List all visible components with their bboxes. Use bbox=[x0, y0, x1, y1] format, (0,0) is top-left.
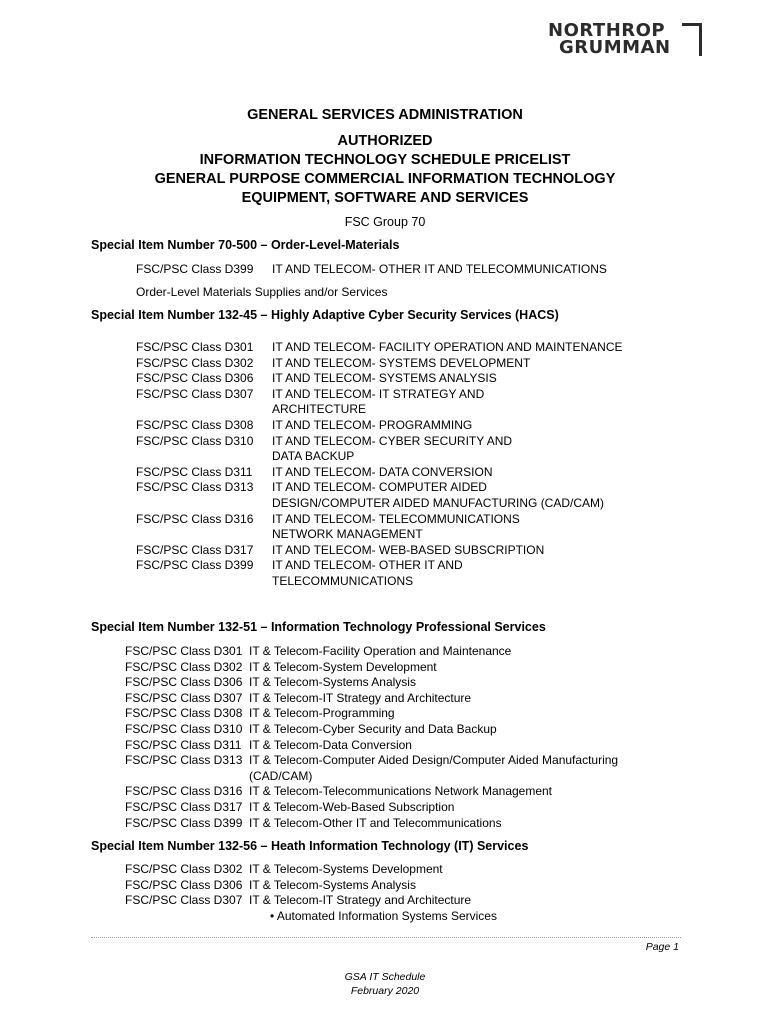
sin-132-45-code: FSC/PSC Class D317 bbox=[136, 542, 254, 557]
sin-70-500-code: FSC/PSC Class D399 bbox=[136, 262, 254, 276]
logo-text-line2: GRUMMAN bbox=[559, 37, 671, 58]
sin-132-45-code: FSC/PSC Class D306 bbox=[136, 371, 254, 386]
sin-132-45-code: FSC/PSC Class D310 bbox=[136, 433, 254, 448]
sin-132-51-code: FSC/PSC Class D316 bbox=[125, 784, 243, 799]
sin-132-51-code: FSC/PSC Class D306 bbox=[125, 675, 243, 690]
sin-132-56-code: FSC/PSC Class D307 bbox=[125, 893, 243, 908]
sin-132-45-desc: IT AND TELECOM- PROGRAMMING bbox=[272, 418, 473, 432]
sin-132-51-code: FSC/PSC Class D307 bbox=[125, 690, 243, 705]
fsc-group: FSC Group 70 bbox=[344, 215, 426, 229]
sin-132-51-code: FSC/PSC Class D317 bbox=[125, 800, 243, 814]
sin-132-51-code: FSC/PSC Class D302 bbox=[125, 659, 243, 674]
sin-132-51-desc: IT & Telecom-Cyber Security and Data Backup bbox=[249, 722, 497, 736]
sin-132-51-desc: (CAD/CAM) bbox=[249, 768, 313, 783]
northrop-grumman-logo bbox=[546, 20, 706, 58]
sin-132-45-desc: IT AND TELECOM- CYBER SECURITY AND bbox=[272, 433, 513, 448]
footer-divider bbox=[91, 937, 681, 938]
sin-132-45-code: FSC/PSC Class D307 bbox=[136, 386, 254, 401]
logo-bracket-side bbox=[699, 23, 702, 56]
page-number: Page 1 bbox=[645, 941, 679, 953]
sin-132-45-code: FSC/PSC Class D313 bbox=[136, 480, 254, 495]
sin-132-45-desc: ARCHITECTURE bbox=[272, 402, 367, 417]
sin-132-56-desc: IT & Telecom-Systems Development bbox=[249, 862, 443, 876]
sin-132-45-heading: Special Item Number 132-45 – Highly Adaptive Cyber Security Services (HACS) bbox=[91, 308, 559, 322]
sin-132-51-desc: IT & Telecom-Programming bbox=[249, 706, 395, 721]
sin-132-45-desc: IT AND TELECOM- IT STRATEGY AND bbox=[272, 386, 485, 401]
sin-132-45-code: FSC/PSC Class D302 bbox=[136, 355, 254, 370]
sin-132-51-desc: IT & Telecom-Computer Aided Design/Computer Aided Manufacturing bbox=[249, 753, 619, 768]
sin-132-51-desc: IT & Telecom-Data Conversion bbox=[249, 737, 412, 752]
sin-132-51-code: FSC/PSC Class D310 bbox=[125, 722, 243, 736]
sin-132-56-code: FSC/PSC Class D306 bbox=[125, 877, 243, 892]
title-authorized: AUTHORIZED bbox=[337, 133, 433, 149]
sin-132-45-desc: DATA BACKUP bbox=[272, 449, 355, 464]
sin-132-45-desc: TELECOMMUNICATIONS bbox=[272, 574, 414, 588]
sin-132-45-code: FSC/PSC Class D308 bbox=[136, 418, 254, 432]
sin-132-45-desc: IT AND TELECOM- SYSTEMS DEVELOPMENT bbox=[272, 355, 531, 370]
sin-132-56-desc: IT & Telecom-IT Strategy and Architecture bbox=[249, 893, 472, 908]
sin-132-51-desc: IT & Telecom-Systems Analysis bbox=[249, 675, 416, 690]
sin-70-500-heading: Special Item Number 70-500 – Order-Level-Materials bbox=[91, 238, 400, 252]
sin-132-45-desc: IT AND TELECOM- COMPUTER AIDED bbox=[272, 480, 487, 495]
sin-132-51-code: FSC/PSC Class D301 bbox=[125, 644, 243, 658]
sin-132-45-code: FSC/PSC Class D399 bbox=[136, 558, 254, 573]
footer-date: February 2020 bbox=[350, 985, 420, 997]
sin-132-51-desc: IT & Telecom-Other IT and Telecommunications bbox=[249, 815, 502, 830]
sin-70-500-note: Order-Level Materials Supplies and/or Services bbox=[136, 285, 388, 299]
sin-132-45-desc: NETWORK MANAGEMENT bbox=[272, 527, 423, 542]
sin-132-56-desc: IT & Telecom-Systems Analysis bbox=[249, 877, 416, 892]
sin-132-45-desc: IT AND TELECOM- SYSTEMS ANALYSIS bbox=[272, 371, 497, 386]
sin-70-500-desc: IT AND TELECOM- OTHER IT AND TELECOMMUNICATIONS bbox=[272, 262, 607, 276]
footer-schedule-name: GSA IT Schedule bbox=[344, 971, 426, 983]
title-pricelist: INFORMATION TECHNOLOGY SCHEDULE PRICELIST bbox=[199, 152, 571, 168]
sin-132-51-desc: IT & Telecom-IT Strategy and Architecture bbox=[249, 690, 472, 705]
sin-132-51-desc: IT & Telecom-Facility Operation and Maintenance bbox=[249, 644, 512, 658]
sin-132-45-desc: IT AND TELECOM- FACILITY OPERATION AND MAINTENANCE bbox=[272, 340, 623, 354]
sin-132-56-code: FSC/PSC Class D302 bbox=[125, 862, 243, 876]
sin-132-45-code: FSC/PSC Class D311 bbox=[136, 464, 253, 479]
sin-132-51-desc: IT & Telecom-System Development bbox=[249, 659, 437, 674]
sin-132-45-code: FSC/PSC Class D301 bbox=[136, 340, 254, 354]
sin-132-45-desc: DESIGN/COMPUTER AIDED MANUFACTURING (CAD/CAM) bbox=[272, 496, 605, 510]
sin-132-51-code: FSC/PSC Class D308 bbox=[125, 706, 243, 721]
sin-132-45-desc: IT AND TELECOM- WEB-BASED SUBSCRIPTION bbox=[272, 542, 545, 557]
sin-132-56-bullet-item: • Automated Information Systems Services bbox=[270, 908, 497, 923]
sin-132-51-desc: IT & Telecom-Web-Based Subscription bbox=[249, 800, 455, 814]
sin-132-51-desc: IT & Telecom-Telecommunications Network Management bbox=[249, 784, 553, 799]
sin-132-51-heading: Special Item Number 132-51 – Information Technology Professional Services bbox=[91, 620, 546, 634]
sin-132-45-desc: IT AND TELECOM- TELECOMMUNICATIONS bbox=[272, 511, 520, 526]
title-equipment: EQUIPMENT, SOFTWARE AND SERVICES bbox=[241, 190, 529, 206]
title-general-purpose: GENERAL PURPOSE COMMERCIAL INFORMATION TECHNOLOGY bbox=[154, 171, 616, 187]
sin-132-45-desc: IT AND TELECOM- DATA CONVERSION bbox=[272, 464, 493, 479]
sin-132-45-code: FSC/PSC Class D316 bbox=[136, 511, 254, 526]
sin-132-51-code: FSC/PSC Class D399 bbox=[125, 815, 243, 830]
logo-text-line1: NORTHROP bbox=[548, 20, 666, 41]
agency-title: GENERAL SERVICES ADMINISTRATION bbox=[247, 107, 523, 123]
sin-132-51-code: FSC/PSC Class D311 bbox=[125, 737, 242, 752]
sin-132-56-heading: Special Item Number 132-56 – Heath Information Technology (IT) Services bbox=[91, 839, 529, 853]
sin-132-45-desc: IT AND TELECOM- OTHER IT AND bbox=[272, 558, 463, 573]
sin-132-51-code: FSC/PSC Class D313 bbox=[125, 753, 243, 768]
